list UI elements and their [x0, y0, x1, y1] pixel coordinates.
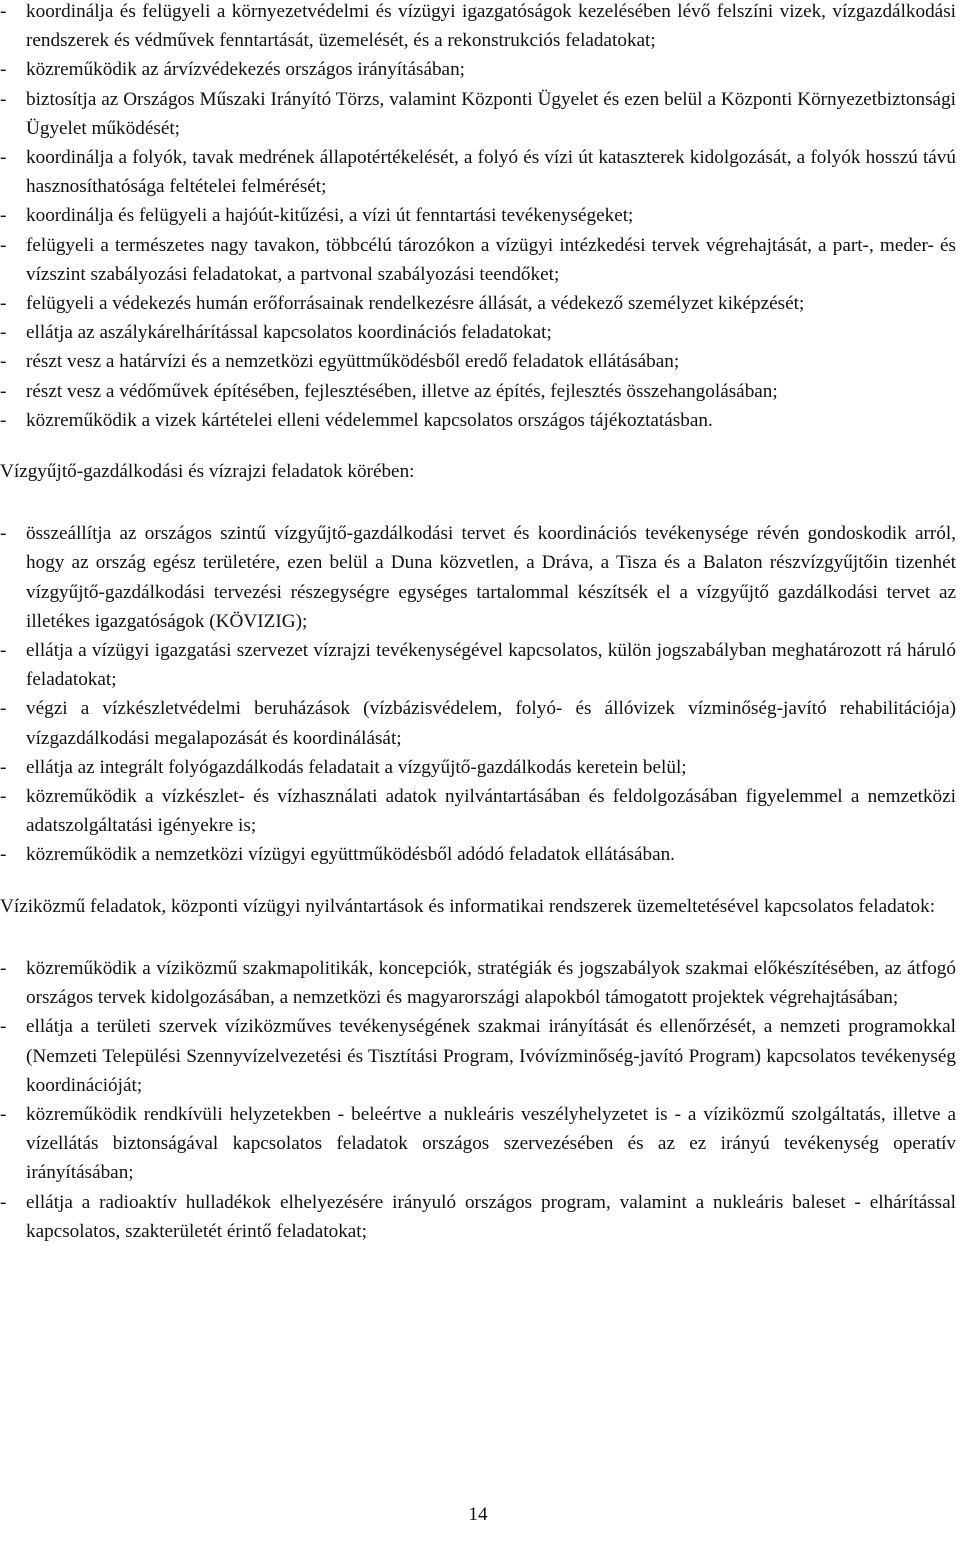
list-item: [0, 231, 956, 289]
list-item-text: biztosítja az Országos Műszaki Irányító Törzs, valamint Központi Ügyelet és ezen belül a Központi Környezetbiztonsági Ügyelet működését;: [26, 88, 956, 139]
list-item: [0, 143, 956, 201]
dash-bullet: -: [0, 756, 7, 778]
list-item-text: ellátja a radioaktív hulladékok elhelyezésére irányuló országos program, valamint a nukleáris baleset - elhárítással kapcsolatos, szakterületét érintő feladatokat;: [26, 1191, 956, 1242]
list-item-text: ellátja az integrált folyógazdálkodás feladatait a vízgyűjtő-gazdálkodás keretein belül;: [26, 756, 687, 778]
dash-bullet: -: [0, 523, 7, 545]
list-item: [0, 954, 956, 1012]
page-number: 14: [468, 1504, 488, 1525]
list-item-text: ellátja a vízügyi igazgatási szervezet vízrajzi tevékenységével kapcsolatos, külön jogszabályban meghatározott rá háruló feladatokat;: [26, 640, 956, 691]
dash-bullet: -: [0, 205, 7, 227]
list-item-text: koordinálja és felügyeli a környezetvédelmi és vízügyi igazgatóságok kezelésében lévő felszíni vizek, vízgazdálkodási rendszerek és védművek fenntartását, üzemelését, és a rekonstrukciós feladatokat;: [26, 1, 956, 52]
list-item-text: koordinálja és felügyeli a hajóút-kitűzési, a vízi út fenntartási tevékenységeket;: [26, 205, 634, 227]
dash-bullet: -: [0, 844, 7, 866]
list-item: [0, 519, 956, 636]
list-item-text: részt vesz a határvízi és a nemzetközi együttműködésből eredő feladatok ellátásában;: [26, 351, 680, 373]
list-item: [0, 201, 956, 230]
list-item: [0, 1100, 956, 1188]
list-item: [0, 406, 956, 435]
list-item: [0, 1188, 956, 1246]
dash-bullet: -: [0, 1, 7, 22]
dash-bullet: -: [0, 698, 7, 720]
dash-bullet: -: [0, 380, 7, 402]
list-item: [0, 0, 956, 55]
list-item: [0, 55, 956, 84]
list-item: [0, 85, 956, 143]
list-item-text: közreműködik a nemzetközi vízügyi együttműködésből adódó feladatok ellátásában.: [26, 844, 675, 866]
list-item-text: felügyeli a természetes nagy tavakon, többcélú tározókon a vízügyi intézkedési tervek végrehajtását, a part-, meder- és vízszint szabályozási feladatokat, a partvonal szabályozási teendőket;: [26, 234, 956, 285]
list-item-text: közreműködik rendkívüli helyzetekben - beleértve a nukleáris veszélyhelyzetet is - a víziközmű szolgáltatás, illetve a vízellátás biztonságával kapcsolatos feladatok országos szervezésében és az ez irányú tevékenység operatív irányításában;: [26, 1103, 956, 1184]
dash-bullet: -: [0, 234, 7, 256]
section2-list: [0, 519, 956, 869]
dash-bullet: -: [0, 1191, 7, 1213]
list-item-text: közreműködik az árvízvédekezés országos irányításában;: [26, 59, 465, 81]
section2-heading: Vízgyűjtő-gazdálkodási és vízrajzi feladatok körében:: [0, 461, 415, 483]
dash-bullet: -: [0, 786, 7, 808]
list-item: [0, 694, 956, 752]
list-item: [0, 289, 956, 318]
list-item-text: koordinálja a folyók, tavak medrének állapotértékelését, a folyó és vízi út kataszterek kidolgozását, a folyók hosszú távú hasznosíthatósága feltételei felmérését;: [26, 147, 956, 198]
list-item-text: közreműködik a vízkészlet- és vízhasználati adatok nyilvántartásában és feldolgozásában figyelemmel a nemzetközi adatszolgáltatási igényekre is;: [26, 786, 956, 837]
dash-bullet: -: [0, 293, 7, 315]
list-item: [0, 318, 956, 347]
dash-bullet: -: [0, 1016, 7, 1038]
list-item: [0, 636, 956, 694]
list-item: [0, 347, 956, 376]
list-item-text: ellátja az aszálykárelhárítással kapcsolatos koordinációs feladatokat;: [26, 322, 552, 344]
dash-bullet: -: [0, 88, 7, 110]
dash-bullet: -: [0, 147, 7, 169]
dash-bullet: -: [0, 351, 7, 373]
dash-bullet: -: [0, 640, 7, 662]
list-item: [0, 782, 956, 840]
list-item-text: ellátja a területi szervek víziközműves tevékenységének szakmai irányítását és ellenőrzését, a nemzeti programokkal (Nemzeti Települési Szennyvízelvezetési és Tisztítási Program, Ivóvízminőség-javító Program) kapcsolatos tevékenység koordinációját;: [26, 1016, 956, 1096]
list-item: [0, 753, 956, 782]
dash-bullet: -: [0, 322, 7, 344]
list-item-text: közreműködik a víziközmű szakmapolitikák, koncepciók, stratégiák és jogszabályok szakmai előkészítésében, az átfogó országos tervek kidolgozásában, a nemzetközi és magyarországi alapokból támogatott projektek végrehajtásában;: [26, 957, 956, 1009]
list-item-text: összeállítja az országos szintű vízgyűjtő-gazdálkodási tervet és koordinációs tevékenysége révén gondoskodik arról, hogy az ország egész területére, ezen belül a Duna közvetlen, a Dráva, a Tisza és a Balaton részvízgyűjtőin tizenhét vízgyűjtő-gazdálkodási tervezési részegységre egységes tartalommal készítsék el a vízgyűjtő gazdálkodási tervet az illetékes igazgatóságok (KÖVIZIG);: [26, 523, 956, 632]
dash-bullet: -: [0, 957, 7, 979]
dash-bullet: -: [0, 59, 7, 81]
section3-list: [0, 954, 956, 1246]
dash-bullet: -: [0, 1103, 7, 1125]
list-item-text: közreműködik a vizek kártételei elleni védelemmel kapcsolatos országos tájékoztatásban.: [26, 409, 713, 431]
list-item: [0, 377, 956, 406]
list-item: [0, 1012, 956, 1100]
section3-heading: Víziközmű feladatok, központi vízügyi nyilvántartások és informatikai rendszerek üzemeltetésével kapcsolatos feladatok:: [0, 895, 936, 917]
list-item-text: végzi a vízkészletvédelmi beruházások (vízbázisvédelem, folyó- és állóvizek vízminőség-javító rehabilitációja) vízgazdálkodási megalapozását és koordinálását;: [26, 698, 956, 749]
section1-list: [0, 0, 956, 435]
dash-bullet: -: [0, 409, 7, 431]
list-item-text: részt vesz a védőművek építésében, fejlesztésében, illetve az építés, fejlesztés összehangolásában;: [26, 380, 778, 402]
list-item: [0, 840, 956, 869]
list-item-text: felügyeli a védekezés humán erőforrásainak rendelkezésre állását, a védekező személyzet kiképzését;: [26, 293, 805, 315]
